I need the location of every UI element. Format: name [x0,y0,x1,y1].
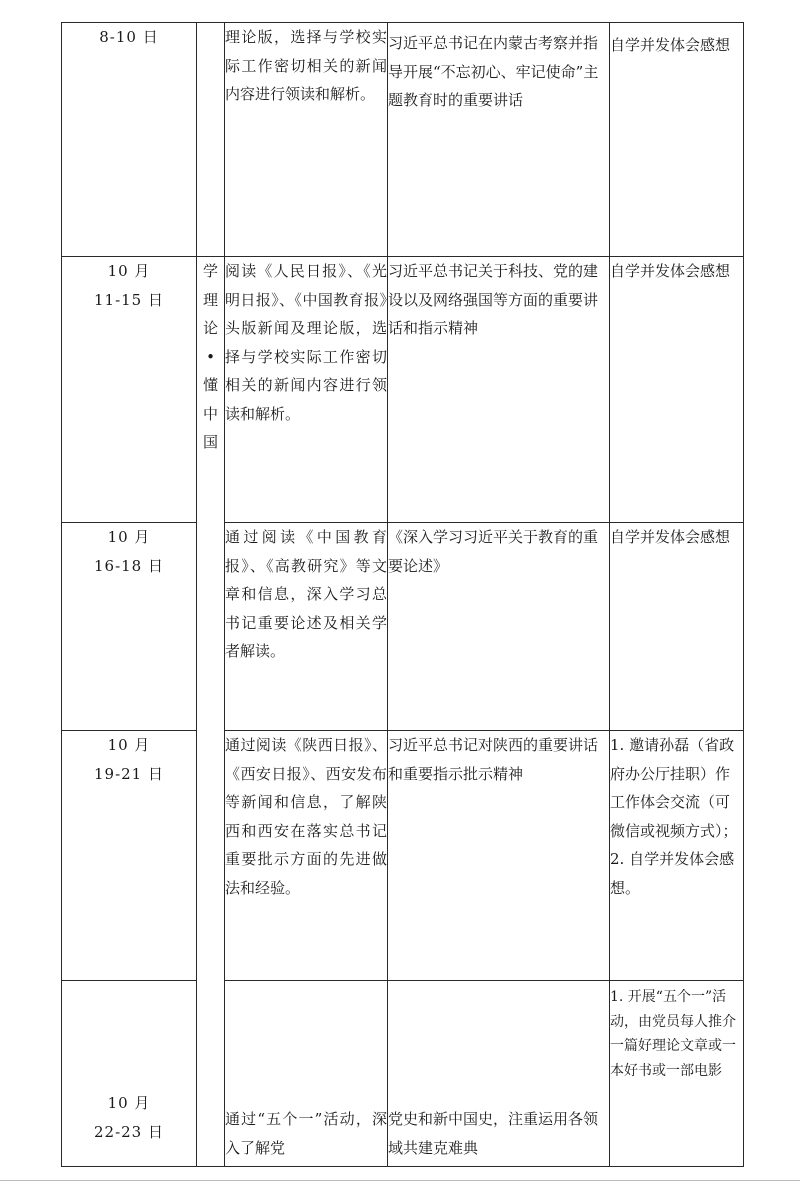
date-cell [62,523,197,731]
form-cell [610,981,744,1167]
date-line: 22-23 日 [93,1122,164,1141]
method-cell [225,731,388,981]
date-line: 10 月 [107,1094,151,1112]
method-text: 通过阅读《中国教育报》、《高教研究》等文章和信息，深入学习总书记重要论述及相关学者解读。 [225,528,387,660]
date-line: 10 月 [107,528,151,546]
content-text: 习近平总书记对陕西的重要讲话和重要指示批示精神 [388,736,599,783]
date-line: 16-18 日 [93,556,164,575]
table-row [62,523,744,731]
form-text: 1. 开展“五个一”活动，由党员每人推介一篇好理论文章或一本好书或一部电影 [610,989,736,1079]
topic-char: 理 [202,290,218,309]
content-cell [388,981,610,1167]
date-cell [62,257,197,523]
form-cell [610,23,744,257]
table-row [62,257,744,523]
content-text: 《深入学习习近平关于教育的重要论述》 [388,528,599,575]
topic-cell-empty [197,23,225,257]
study-schedule-table [61,22,744,1167]
method-cell [225,523,388,731]
table-row [62,981,744,1167]
form-text: 自学并发体会感想 [610,528,731,546]
form-text: 自学并发体会感想 [610,262,731,280]
method-text: 通过“五个一”活动，深入了解党 [225,1110,387,1157]
topic-char: 中 [202,404,218,423]
form-cell [610,257,744,523]
date-line: 8-10 日 [99,28,159,46]
method-cell [225,257,388,523]
table-row [62,23,744,257]
method-text: 阅读《人民日报》、《光明日报》、《中国教育报》头版新闻及理论版，选择与学校实际工作密切相关的新闻内容进行领读和解析。 [225,262,387,423]
date-line: 11-15 日 [93,290,164,309]
form-cell [610,523,744,731]
date-cell [62,981,197,1167]
method-text: 理论版，选择与学校实际工作密切相关的新闻内容进行领读和解析。 [225,28,387,103]
topic-char: 国 [202,433,218,451]
table-row [62,731,744,981]
topic-char: • [206,347,215,366]
date-line: 10 月 [107,262,151,280]
content-cell [388,731,610,981]
form-text: 1. 邀请孙磊（省政府办公厅挂职）作工作体会交流（可微信或视频方式）；2. 自学并发体会感想。 [610,736,738,897]
content-text: 党史和新中国史，注重运用各领域共建克难典 [388,1110,599,1157]
topic-char: 论 [202,319,218,337]
date-cell [62,23,197,257]
content-cell [388,257,610,523]
date-line: 19-21 日 [93,764,164,783]
content-text: 习近平总书记关于科技、党的建设以及网络强国等方面的重要讲话和指示精神 [388,262,599,337]
page-bottom-divider [0,1180,800,1181]
content-text: 习近平总书记在内蒙古考察并指导开展“不忘初心、牢记使命”主题教育时的重要讲话 [388,34,599,109]
topic-char: 懂 [202,376,218,394]
date-cell [62,731,197,981]
topic-char: 学 [202,262,218,280]
topic-cell [197,257,225,1167]
content-cell [388,23,610,257]
content-cell [388,523,610,731]
form-cell [610,731,744,981]
method-cell [225,981,388,1167]
form-text: 自学并发体会感想 [610,36,731,54]
method-text: 通过阅读《陕西日报》、《西安日报》、西安发布等新闻和信息，了解陕西和西安在落实总书记重要批示方面的先进做法和经验。 [225,736,387,897]
date-line: 10 月 [107,736,151,754]
method-cell [225,23,388,257]
